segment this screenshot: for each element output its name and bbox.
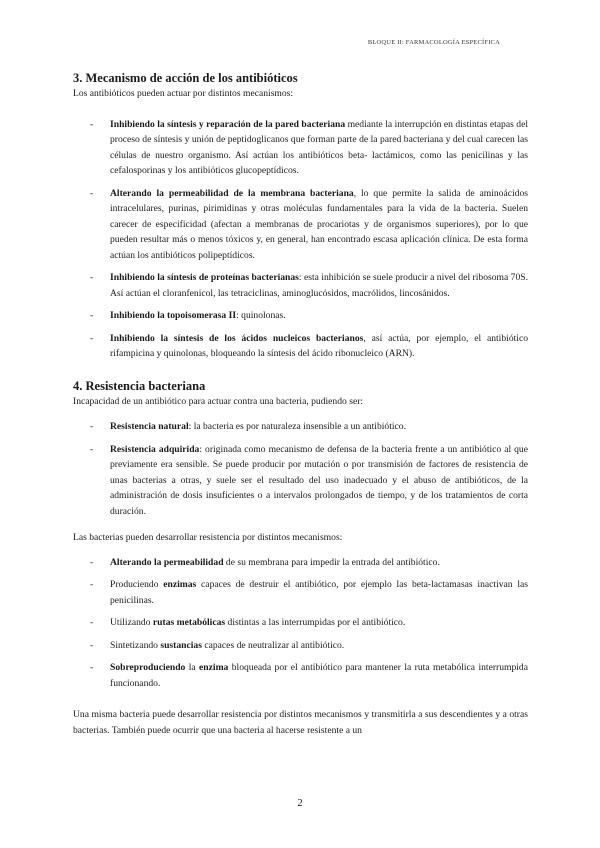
dash-bullet: - <box>90 556 94 568</box>
resistance-type-text: : originada como mecanismo de defensa de la bacteria frente a un antibiótico al que previamente era sensible. Se puede producir por mutación o por transmisión de factores de resistencia de unas bacterias a otras, y suele ser el resultado del uso inadecuado y el abuso de antibióticos, de la administración de dosis insuficientes o a intervalos prolongados de tiempo, y de los tratamientos de corta duración. <box>110 443 528 517</box>
section-3-title: 3. Mecanismo de acción de los antibióticos <box>73 71 298 85</box>
mechanism-text: : esta inhibición se suele producir a nivel del ribosoma 70S. Así actúan el cloranfenicol, las tetraciclinas, aminoglucósidos, macrólidos, lincosánidos. <box>110 272 528 299</box>
dash-bullet: - <box>90 639 94 651</box>
mechanism-bold: Sobreproduciendo <box>110 662 186 673</box>
mechanism-bold: enzimas <box>163 579 197 590</box>
dash-bullet: - <box>90 118 94 130</box>
mechanism-item-2 <box>73 186 528 264</box>
mechanism-item-4 <box>73 308 528 324</box>
mechanism-text: : quinolonas. <box>236 310 286 321</box>
resistance-mechanisms-list <box>73 555 528 692</box>
mechanism-post: capaces de neutralizar al antibiótico. <box>201 639 345 651</box>
dash-bullet: - <box>90 443 94 455</box>
closing-paragraph: Una misma bacteria puede desarrollar resistencia por distintos mecanismos y transmitirla a sus descendientes y a otras bacterias. También puede ocurrir que una bacteria al hacerse resistente a un <box>73 709 528 736</box>
mechanism-text: , lo que permite la salida de aminoácidos intracelulares, purinas, pirimidinas y otras moléculas fundamentales para la vida de la bacteria. Suelen carecer de especificidad (afectan a membranas de procariotas y de organismos superiores), por lo que pueden resultar más o menos tóxicos y, en general, han encontrado escasa aplicación clínica. De esta forma actúan los antibióticos polipeptídicos. <box>110 187 528 261</box>
mechanism-pre: Produciendo <box>110 579 164 590</box>
running-header: BLOQUE II: FARMACOLOGÍA ESPECÍFICA <box>367 39 500 46</box>
resistance-mechanism-2 <box>73 577 528 608</box>
page-content <box>73 70 528 738</box>
resistance-mechanism-4 <box>73 638 528 654</box>
section-4-title: 4. Resistencia bacteriana <box>73 378 206 393</box>
mechanism-pre: Utilizando <box>110 617 153 628</box>
resistance-mechanism-5 <box>73 660 528 691</box>
resistance-mechanism-3 <box>73 615 528 631</box>
mechanism-bold: Inhibiendo la síntesis de proteínas bacterianas <box>110 272 299 283</box>
page-number: 2 <box>297 798 303 809</box>
mechanism-text: mediante la interrupción en distintas etapas del proceso de síntesis y unión de peptidoglicanos que forman parte de la pared bacteriana y del cual carecen las células de nuestro organismo. Así actúan los antibióticos beta- lactámicos, como las penicilinas y las cefalosporinas y los antibióticos glucopeptídicos. <box>110 118 528 176</box>
mechanism-bold: Alterando la permeabilidad <box>110 556 224 568</box>
dash-bullet: - <box>90 579 94 590</box>
mechanism-bold: Alterando la permeabilidad de la membrana bacteriana <box>110 187 354 199</box>
mechanism-text: , así actúa, por ejemplo, el antibiótico rifampicina y quinolonas, bloqueando la síntesis del ácido ribonucleico (ARN). <box>110 332 528 359</box>
mechanism-bold: sustancias <box>160 639 202 651</box>
mechanism-item-5 <box>73 331 528 362</box>
resistance-type-natural <box>73 419 528 435</box>
section-3-intro: Los antibióticos pueden actuar por distintos mecanismos: <box>73 88 294 99</box>
dash-bullet: - <box>90 421 94 432</box>
mechanism-bold: Inhibiendo la síntesis de los ácidos nucleicos bacterianos <box>110 332 364 344</box>
resistance-type-acquired <box>73 442 528 520</box>
mechanism-post: distintas a las interrumpidas por el antibiótico. <box>225 617 406 628</box>
dash-bullet: - <box>90 332 94 344</box>
dash-bullet: - <box>90 310 94 321</box>
mechanism-post: bloqueada por el antibiótico para mantener la ruta metabólica interrumpida funcionando. <box>110 662 528 689</box>
resistance-type-bold: Resistencia natural <box>110 421 189 432</box>
mechanism-item-1 <box>73 117 528 179</box>
resistance-type-bold: Resistencia adquirida <box>110 443 200 455</box>
mechanism-item-3 <box>73 270 528 301</box>
mechanism-pre: Sintetizando <box>110 639 161 651</box>
resistance-mechanism-1 <box>73 555 528 571</box>
mechanism-bold-2: enzima <box>199 662 229 673</box>
dash-bullet: - <box>90 272 94 283</box>
mechanism-list <box>73 117 528 362</box>
resistance-type-text: : la bacteria es por naturaleza insensible a un antibiótico. <box>188 421 406 432</box>
mechanism-bold: Inhibiendo la topoisomerasa II <box>110 310 237 321</box>
mechanism-bold: Inhibiendo la síntesis y reparación de la pared bacteriana <box>110 118 346 130</box>
mechanism-post: capaces de destruir el antibiótico, por ejemplo las beta-lactamasas inactivan las penicilinas. <box>110 579 528 606</box>
mechanism-bold: rutas metabólicas <box>152 617 226 628</box>
section-4-intro: Incapacidad de un antibiótico para actuar contra una bacteria, pudiendo ser: <box>73 395 364 407</box>
resistance-mechanisms-intro: Las bacterias pueden desarrollar resistencia por distintos mecanismos: <box>73 532 343 543</box>
mechanism-post: de su membrana para impedir la entrada del antibiótico. <box>223 556 440 568</box>
dash-bullet: - <box>90 662 94 673</box>
mechanism-mid: la <box>185 662 200 673</box>
dash-bullet: - <box>90 187 94 199</box>
resistance-types-list <box>73 419 528 519</box>
dash-bullet: - <box>90 617 94 628</box>
